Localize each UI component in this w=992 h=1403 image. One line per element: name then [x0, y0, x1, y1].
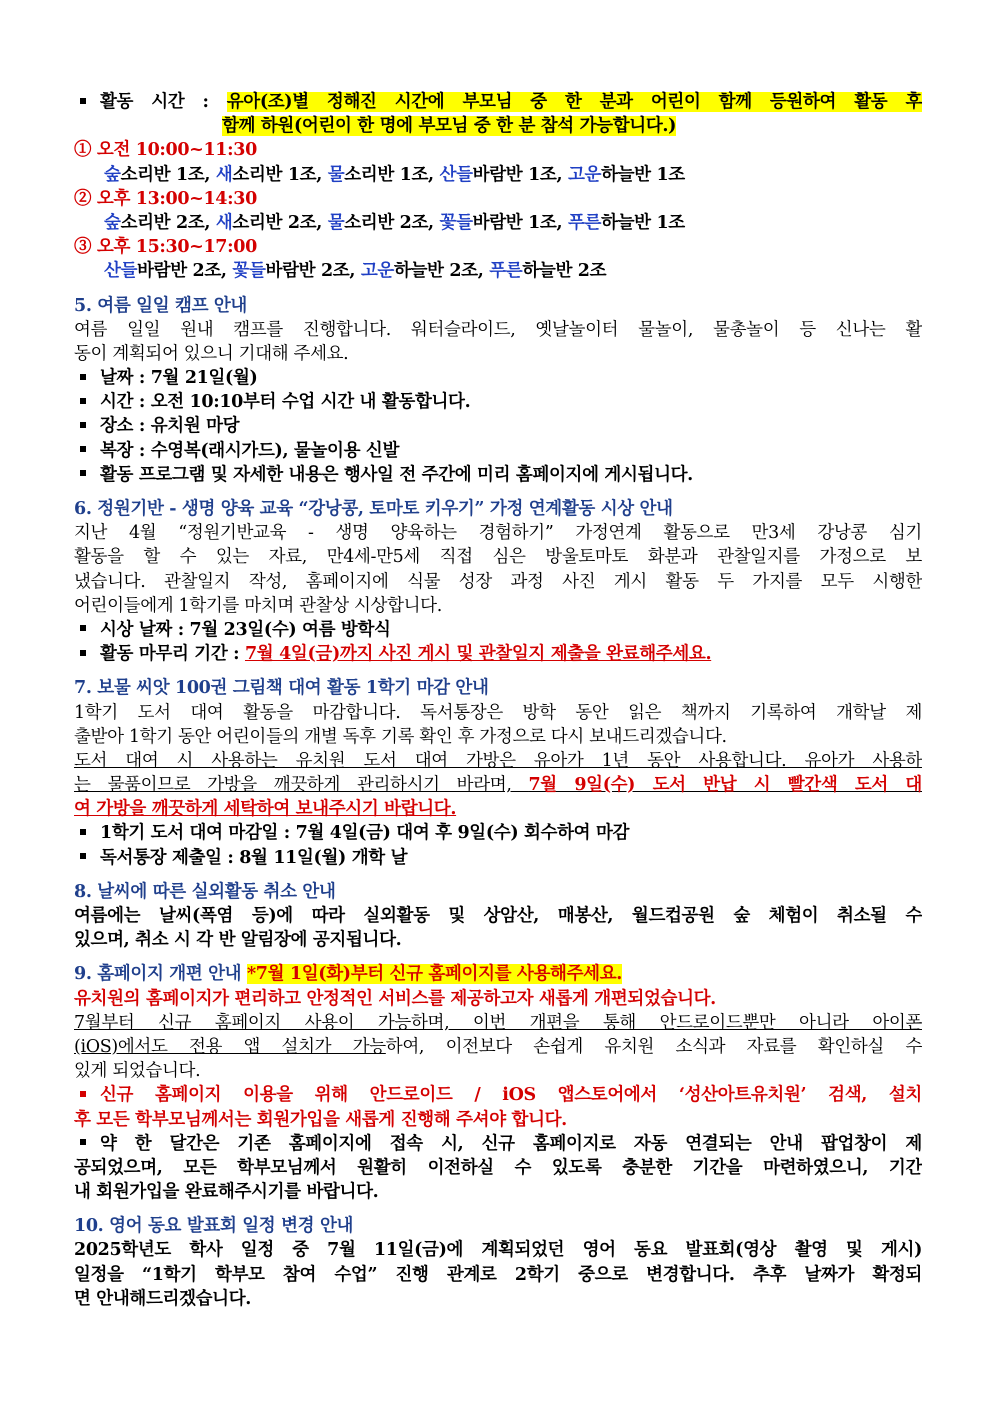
time-slot-groups	[74, 259, 922, 283]
section-8-body-line: 있으며, 취소 시 각 반 알림장에 공지됩니다.	[74, 930, 402, 951]
section-7-underlined-line: 여 가방을 깨끗하게 세탁하여 보내주시기 바랍니다.	[74, 799, 457, 820]
square-bullet-icon	[80, 829, 86, 835]
list-item	[74, 821, 922, 845]
activity-time-section	[74, 90, 922, 284]
section-9-red-line: 유치원의 홈페이지가 편리하고 안정적인 서비스를 제공하고자 새롭게 개편되었습니다.	[74, 988, 716, 1009]
section-7-body-line: 출받아 1학기 동안 어린이들의 개별 독후 기록 확인 후 가정으로 다시 보내드리겠습니다.	[74, 726, 727, 747]
section-9-title-line	[74, 962, 922, 986]
section-6-body-line: 활동을 할 수 있는 자료, 만4세-만5세 직접 심은 방울토마토 화분과 관찰일지를 가정으로 보	[74, 547, 922, 568]
section-5-body-line: 동이 계획되어 있으니 기대해 주세요.	[74, 343, 349, 364]
bullet-text: 신규 홈페이지 이용을 위해 안드로이드 / iOS 앱스토어에서 ‘성산아트유치원’ 검색, 설치	[100, 1085, 922, 1106]
section-10-body-line: 면 안내해드리겠습니다.	[74, 1288, 252, 1309]
square-bullet-icon	[80, 1139, 86, 1145]
list-item	[74, 463, 922, 487]
bullet-text: 독서통장 제출일 : 8월 11일(월) 개학 날	[100, 847, 408, 868]
list-item	[74, 1083, 922, 1107]
class-name-rest: 바람반 2조,	[137, 261, 233, 282]
section-6	[74, 497, 922, 666]
class-name-head: 꽃들	[439, 212, 473, 233]
class-name-rest: 하늘반 2조	[522, 261, 607, 282]
section-8-title: 8. 날씨에 따른 실외활동 취소 안내	[74, 881, 336, 902]
class-name-head: 고운	[360, 261, 394, 282]
section-6-body-line: 지난 4월 “정원기반교육 - 생명 양육하는 경험하기” 가정연계 활동으로 만3세 강낭콩 심기	[74, 523, 922, 544]
section-7-underlined-line	[74, 773, 922, 797]
class-name-head: 새	[215, 212, 233, 233]
section-7-body-line: 1학기 도서 대여 활동을 마감합니다. 독서통장은 방학 동안 읽은 책까지 기록하여 개학날 제	[74, 702, 922, 723]
section-9-continuation: 내 회원가입을 완료해주시기를 바랍니다.	[74, 1182, 379, 1203]
class-name-head: 새	[215, 164, 233, 185]
section-7-title: 7. 보물 씨앗 100권 그림책 대여 활동 1학기 마감 안내	[74, 678, 489, 699]
class-name-rest: 소리반 1조,	[344, 164, 440, 185]
section-9-body-line	[74, 1035, 922, 1059]
bullet-text: 약 한 달간은 기존 홈페이지에 접속 시, 신규 홈페이지로 자동 연결되는 안내 팝업창이 제	[100, 1133, 922, 1154]
section-10-body-line: 일정을 “1학기 학부모 참여 수업” 진행 관계로 2학기 중으로 변경합니다. 추후 날짜가 확정되	[74, 1264, 922, 1285]
time-slot-heading: ③ 오후 15:30~17:00	[74, 237, 257, 258]
list-item	[74, 618, 922, 642]
time-slot-heading: ① 오전 10:00~11:30	[74, 140, 257, 161]
underlined-text: (iOS)에서도 전용 앱 설치가 가능	[74, 1036, 386, 1057]
class-name-rest: 바람반 1조,	[472, 164, 568, 185]
square-bullet-icon	[80, 374, 86, 380]
square-bullet-icon	[80, 422, 86, 428]
activity-time-line-2	[74, 114, 922, 138]
bullet-text: 1학기 도서 대여 마감일 : 7월 4일(금) 대여 후 9일(수) 회수하여 마감	[100, 823, 630, 844]
return-notice-text: 7월 9일(수) 도서 반납 시 빨간색 도서 대	[528, 775, 922, 796]
square-bullet-icon	[80, 625, 86, 631]
section-9-title-highlight: *7월 1일(화)부터 신규 홈페이지를 사용해주세요.	[246, 964, 623, 985]
activity-time-label: 활동 시간 :	[100, 92, 227, 112]
section-9	[74, 962, 922, 1204]
time-slot-groups	[74, 163, 922, 187]
bullet-text: 날짜 : 7월 21일(월)	[100, 368, 258, 389]
section-8	[74, 880, 922, 953]
bullet-text: 활동 마무리 기간 :	[100, 644, 245, 665]
section-5	[74, 294, 922, 488]
section-7	[74, 676, 922, 870]
section-9-title: 9. 홈페이지 개편 안내	[74, 964, 247, 985]
section-5-title: 5. 여름 일일 캠프 안내	[74, 295, 247, 316]
section-6-body-line: 냈습니다. 관찰일지 작성, 홈페이지에 식물 성장 과정 사진 게시 활동 두 가지를 모두 시행한	[74, 571, 922, 592]
notice-content	[74, 90, 922, 1311]
bullet-text: 활동 프로그램 및 자세한 내용은 행사일 전 주간에 미리 홈페이지에 게시됩니다.	[100, 464, 693, 485]
deadline-text: 7월 4일(금)까지 사진 게시 및 관찰일지 제출을 완료해주세요.	[244, 644, 712, 665]
square-bullet-icon	[80, 398, 86, 404]
time-slot-groups	[74, 211, 922, 235]
activity-time-desc-2: 함께 하원(어린이 한 명에 부모님 중 한 분 참석 가능합니다.)	[222, 116, 677, 137]
section-9-continuation: 공되었으며, 모든 학부모님께서 원활히 이전하실 수 있도록 충분한 기간을 마련하였으니, 기간	[74, 1157, 922, 1178]
bullet-text: 복장 : 수영복(래시가드), 물놀이용 신발	[100, 440, 400, 461]
section-10-title: 10. 영어 동요 발표회 일정 변경 안내	[74, 1216, 354, 1237]
time-slot-heading: ② 오후 13:00~14:30	[74, 188, 257, 209]
bullet-text: 시간 : 오전 10:10부터 수업 시간 내 활동합니다.	[100, 392, 471, 413]
list-item	[74, 846, 922, 870]
section-5-body-line: 여름 일일 원내 캠프를 진행합니다. 워터슬라이드, 옛날놀이터 물놀이, 물총놀이 등 신나는 활	[74, 319, 922, 340]
class-name-head: 고운	[567, 164, 602, 185]
activity-time-line-1	[74, 90, 922, 114]
square-bullet-icon	[80, 650, 86, 656]
time-slots	[74, 138, 922, 283]
class-name-head: 푸른	[489, 261, 523, 282]
activity-time-desc-1: 유아(조)별 정해진 시간에 부모님 중 한 분과 어린이 함께 등원하여 활동 후	[226, 92, 922, 112]
class-name-head: 숲	[104, 164, 121, 185]
class-name-rest: 하늘반 1조	[601, 164, 685, 185]
section-9-body-line: 있게 되었습니다.	[74, 1061, 201, 1082]
square-bullet-icon	[80, 470, 86, 476]
list-item	[74, 1132, 922, 1156]
square-bullet-icon	[80, 446, 86, 452]
section-7-underlined-line: 도서 대여 시 사용하는 유치원 도서 대여 가방은 유아가 1년 동안 사용합니다. 유아가 사용하	[74, 750, 922, 771]
class-name-head: 산들	[439, 164, 473, 185]
class-name-head: 물	[327, 212, 345, 233]
list-item	[74, 642, 922, 666]
bullet-text: 시상 날짜 : 7월 23일(수) 여름 방학식	[100, 619, 391, 640]
underlined-text: 는 물품이므로 가방을 깨끗하게 관리하시기 바라며,	[74, 775, 529, 796]
class-name-rest: 소리반 2조,	[232, 212, 328, 233]
section-8-body-line: 여름에는 날씨(폭염 등)에 따라 실외활동 및 상암산, 매봉산, 월드컵공원 숲 체험이 취소될 수	[74, 906, 922, 926]
list-item	[74, 414, 922, 438]
square-bullet-icon	[80, 98, 86, 104]
class-name-rest: 소리반 2조,	[120, 212, 216, 233]
bullet-text: 장소 : 유치원 마당	[100, 416, 240, 437]
section-9-red-continuation: 후 모든 학부모님께서는 회원가입을 새롭게 진행해 주셔야 합니다.	[74, 1109, 567, 1130]
section-6-body-line: 어린이들에게 1학기를 마치며 관찰상 시상합니다.	[74, 595, 442, 616]
class-name-rest: 소리반 2조,	[344, 212, 440, 233]
class-name-rest: 소리반 1조,	[120, 164, 216, 185]
section-9-body-line: 7월부터 신규 홈페이지 사용이 가능하며, 이번 개편을 통해 안드로이드뿐만 아니라 아이폰	[74, 1012, 922, 1033]
class-name-head: 푸른	[567, 212, 602, 233]
class-name-head: 물	[327, 164, 345, 185]
square-bullet-icon	[80, 1091, 86, 1097]
class-name-rest: 소리반 1조,	[232, 164, 328, 185]
class-name-rest: 바람반 1조,	[472, 212, 568, 233]
class-name-head: 숲	[104, 212, 121, 233]
class-name-rest: 하늘반 2조,	[393, 261, 490, 282]
class-name-rest: 바람반 2조,	[265, 261, 361, 282]
list-item	[74, 390, 922, 414]
section-10	[74, 1214, 922, 1311]
class-name-head: 산들	[104, 261, 138, 282]
list-item	[74, 366, 922, 390]
section-6-title: 6. 정원기반 - 생명 양육 교육 “강낭콩, 토마토 키우기” 가정 연계활동 시상 안내	[74, 499, 673, 519]
body-text: 하여, 이전보다 손쉽게 유치원 소식과 자료를 확인하실 수	[385, 1036, 922, 1057]
class-name-rest: 하늘반 1조	[601, 212, 685, 233]
class-name-head: 꽃들	[232, 261, 266, 282]
list-item	[74, 439, 922, 463]
square-bullet-icon	[80, 853, 86, 859]
section-10-body-line: 2025학년도 학사 일정 중 7월 11일(금)에 계획되었던 영어 동요 발표회(영상 촬영 및 게시)	[74, 1240, 922, 1261]
